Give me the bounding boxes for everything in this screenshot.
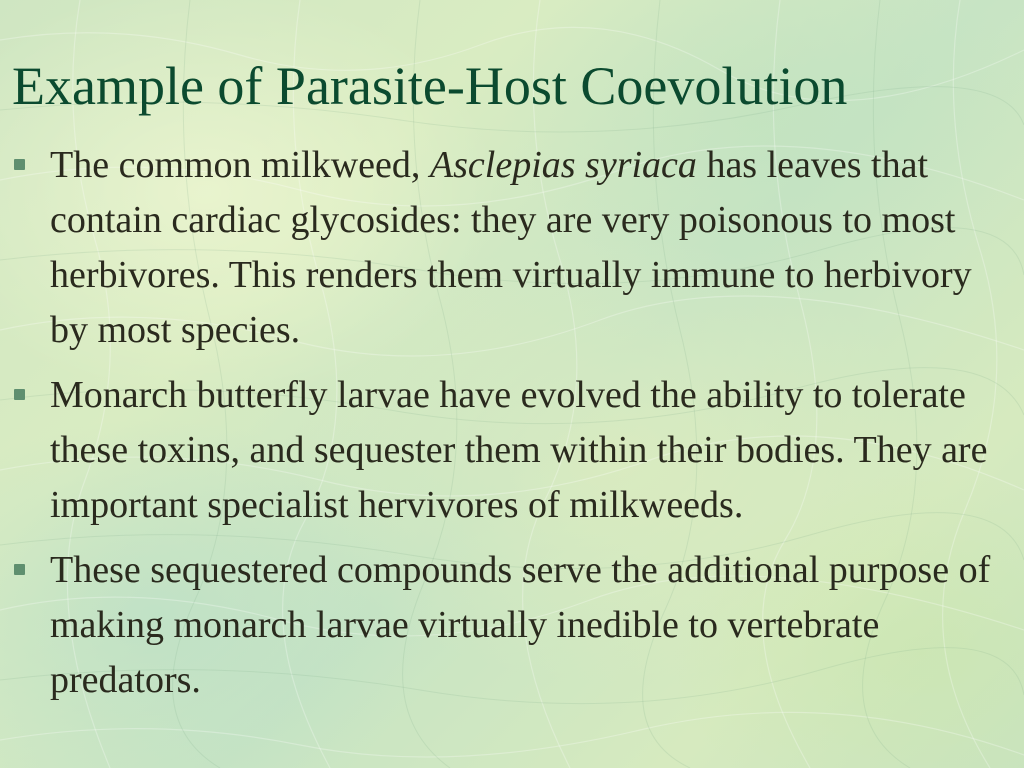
bullet-text-before: The common milkweed,	[50, 144, 430, 186]
bullet-item-monarch-larvae	[12, 368, 1017, 533]
bullet-list	[12, 138, 1017, 718]
bullet-text-after: has leaves that contain cardiac glycosides: they are very poisonous to most herbivores. This renders them virtually immune to herbivory by most species.	[50, 144, 972, 351]
bullet-item-sequestered-compounds	[12, 543, 1017, 708]
bullet-text: Monarch butterfly larvae have evolved the ability to tolerate these toxins, and sequester them within their bodies. They are important specialist hervivores of milkweeds.	[50, 374, 988, 526]
square-bullet-icon	[14, 564, 25, 575]
slide-title: Example of Parasite-Host Coevolution	[12, 56, 848, 116]
species-name: Asclepias syriaca	[429, 144, 697, 186]
square-bullet-icon	[14, 159, 25, 170]
bullet-item-milkweed	[12, 138, 1017, 358]
bullet-text: These sequestered compounds serve the additional purpose of making monarch larvae virtually inedible to vertebrate predators.	[50, 549, 991, 701]
square-bullet-icon	[14, 389, 25, 400]
